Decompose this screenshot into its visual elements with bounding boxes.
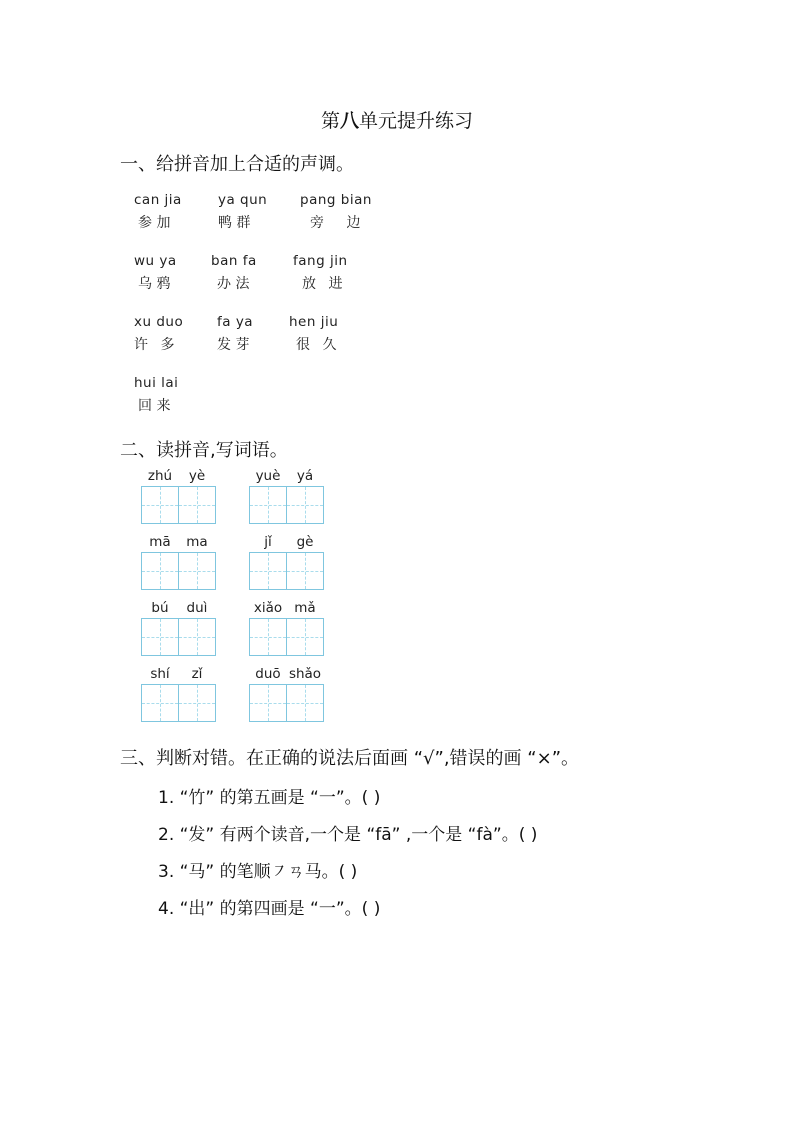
section-3-heading: 三、判断对错。在正确的说法后面画 “√”,错误的画 “×”。 [120, 748, 580, 769]
writing-grid-cell[interactable] [178, 684, 216, 722]
writing-grid-cell[interactable] [249, 684, 287, 722]
writing-grid-cell[interactable] [249, 618, 287, 656]
hanzi-item: 回 来 [138, 398, 171, 414]
hanzi-item: 乌 鸦 [138, 276, 171, 292]
grid-pinyin: ma [186, 534, 208, 550]
hanzi-item: 发 芽 [217, 337, 250, 353]
pinyin-item: fang jin [293, 253, 348, 269]
pinyin-item: xu duo [134, 314, 184, 330]
judgement-question: 3. “马” 的笔顺㇇ㄢ马。( ) [158, 862, 358, 882]
grid-pinyin: bú [151, 600, 169, 616]
writing-grid-cell[interactable] [286, 486, 324, 524]
writing-grid-cell[interactable] [249, 552, 287, 590]
section-2-heading: 二、读拼音,写词语。 [120, 440, 288, 461]
hanzi-item: 放 进 [302, 276, 343, 292]
writing-grid-cell[interactable] [141, 552, 179, 590]
page-title: 第八单元提升练习 [320, 110, 474, 132]
grid-pinyin: jǐ [264, 534, 272, 550]
judgement-question: 2. “发” 有两个读音,一个是 “fā” ,一个是 “fà”。( ) [158, 825, 538, 845]
pinyin-item: ban fa [211, 253, 257, 269]
pinyin-item: wu ya [134, 253, 177, 269]
judgement-question: 4. “出” 的第四画是 “一”。( ) [158, 899, 381, 919]
grid-pinyin: shí [150, 666, 170, 682]
grid-pinyin: gè [296, 534, 314, 550]
grid-pinyin: shǎo [288, 666, 322, 682]
writing-grid-cell[interactable] [286, 684, 324, 722]
writing-grid-cell[interactable] [249, 486, 287, 524]
writing-grid-cell[interactable] [141, 618, 179, 656]
hanzi-item: 许 多 [134, 337, 175, 353]
writing-grid-cell[interactable] [178, 618, 216, 656]
pinyin-item: fa ya [217, 314, 254, 330]
writing-grid-cell[interactable] [141, 684, 179, 722]
judgement-question: 1. “竹” 的第五画是 “一”。( ) [158, 788, 381, 808]
grid-pinyin: mā [149, 534, 171, 550]
hanzi-item: 鸭 群 [218, 215, 251, 231]
hanzi-item: 很 久 [296, 337, 337, 353]
writing-grid-cell[interactable] [286, 618, 324, 656]
grid-pinyin: zhú [147, 468, 173, 484]
hanzi-item: 参 加 [138, 215, 171, 231]
pinyin-item: can jia [134, 192, 182, 208]
writing-grid-cell[interactable] [141, 486, 179, 524]
writing-grid-cell[interactable] [178, 486, 216, 524]
section-1-heading: 一、给拼音加上合适的声调。 [120, 154, 354, 175]
grid-pinyin: yuè [255, 468, 281, 484]
grid-pinyin: xiǎo [253, 600, 283, 616]
pinyin-item: hen jiu [289, 314, 339, 330]
grid-pinyin: mǎ [294, 600, 316, 616]
pinyin-item: ya qun [218, 192, 268, 208]
writing-grid-cell[interactable] [286, 552, 324, 590]
grid-pinyin: yá [296, 468, 314, 484]
hanzi-item: 办 法 [217, 276, 250, 292]
hanzi-item: 旁 边 [310, 215, 361, 231]
grid-pinyin: yè [188, 468, 206, 484]
grid-pinyin: duō [255, 666, 281, 682]
writing-grid-cell[interactable] [178, 552, 216, 590]
pinyin-item: hui lai [134, 375, 179, 391]
pinyin-item: pang bian [300, 192, 372, 208]
grid-pinyin: duì [186, 600, 208, 616]
grid-pinyin: zǐ [191, 666, 203, 682]
